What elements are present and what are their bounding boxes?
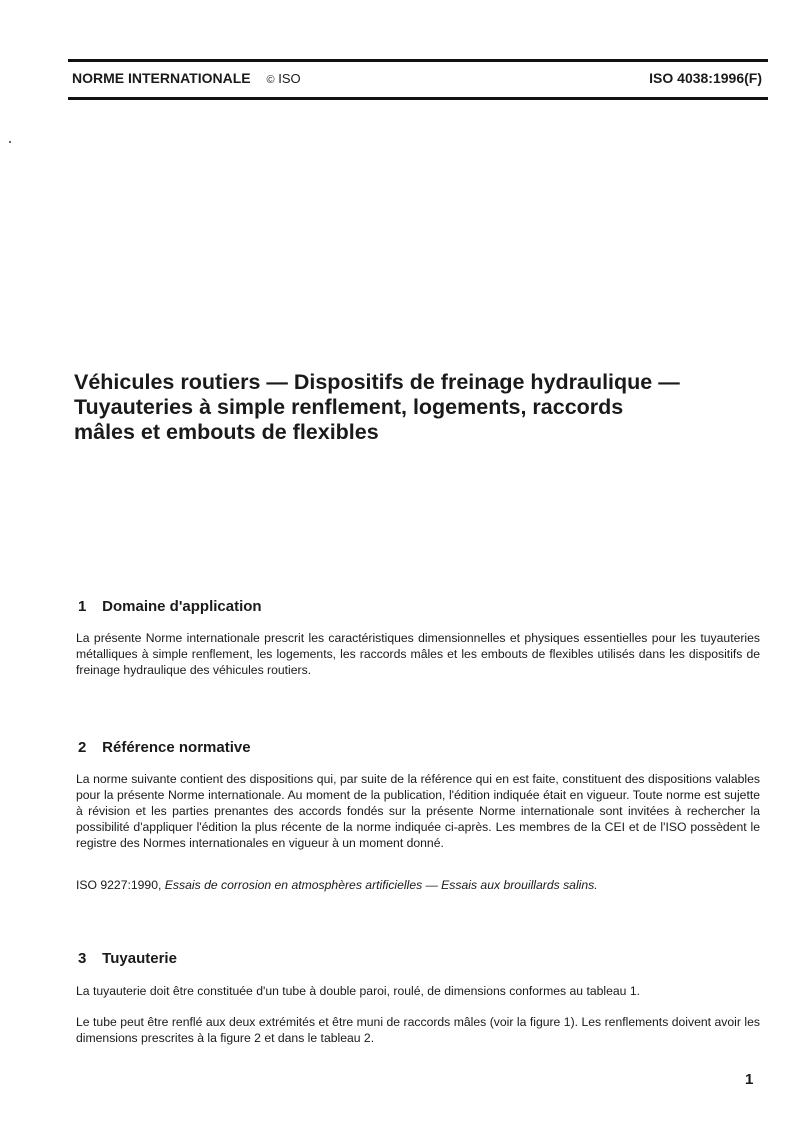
document-type: NORME INTERNATIONALE [72,70,251,86]
section-title: Domaine d'application [102,598,262,615]
section-title: Tuyauterie [102,950,177,967]
section-number: 2 [78,739,87,756]
scope-paragraph: La présente Norme internationale prescrit les caractéristiques dimensionnelles et physiques essentielles pour les tuyauteries métalliques à simple renflement, les logements, les raccords mâles et les embouts de flexibles utilisés dans les dispositifs de freinage hydraulique des véhicules routiers. [76,631,760,677]
section-heading-normative-reference [78,739,251,756]
reference-code: ISO 9227:1990, [76,878,162,892]
title-line: Véhicules routiers — Dispositifs de freinage hydraulique — [74,370,680,394]
standard-number: ISO 4038:1996(F) [649,70,762,86]
tubing-paragraph-2: Le tube peut être renflé aux deux extrémités et être muni de raccords mâles (voir la figure 1). Les renflements doivent avoir les dimensions prescrites à la figure 2 et dans le tableau 2. [76,1015,760,1045]
section-title: Référence normative [102,739,251,756]
section-number: 1 [78,598,87,615]
section-heading-scope [78,598,262,615]
header-bottom-rule [68,97,768,100]
tubing-paragraph-1: La tuyauterie doit être constituée d'un tube à double paroi, roulé, de dimensions conformes au tableau 1. [76,984,640,998]
title-line: Tuyauteries à simple renflement, logements, raccords [74,395,624,419]
header-left [72,70,301,86]
copyright-org: ISO [278,71,301,86]
title-line: mâles et embouts de flexibles [74,420,379,444]
copyright-icon: © [266,74,275,86]
copyright-notice [267,71,301,86]
normative-reference-paragraph: La norme suivante contient des dispositions qui, par suite de la référence qui en est faite, constituent des dispositions valables pour la présente Norme internationale. Au moment de la publication, l'édition indiquée était en vigueur. Toute norme est sujette à révision et les parties prenantes des accords fondés sur la présente Norme internationale sont invitées à rechercher la possibilité d'appliquer l'édition la plus récente de la norme indiquée ci-après. Les membres de la CEI et de l'ISO possèdent le registre des Normes internationales en vigueur à un moment donné. [76,772,760,850]
document-title [74,370,774,445]
header-top-rule [68,59,768,62]
section-heading-tubing [78,950,177,967]
reference-entry [76,877,760,893]
reference-title: Essais de corrosion en atmosphères artificielles — Essais aux brouillards salins. [164,878,598,892]
page-number: 1 [745,1071,754,1088]
page-header [72,70,762,92]
section-number: 3 [78,950,87,967]
scan-speck [9,141,11,143]
